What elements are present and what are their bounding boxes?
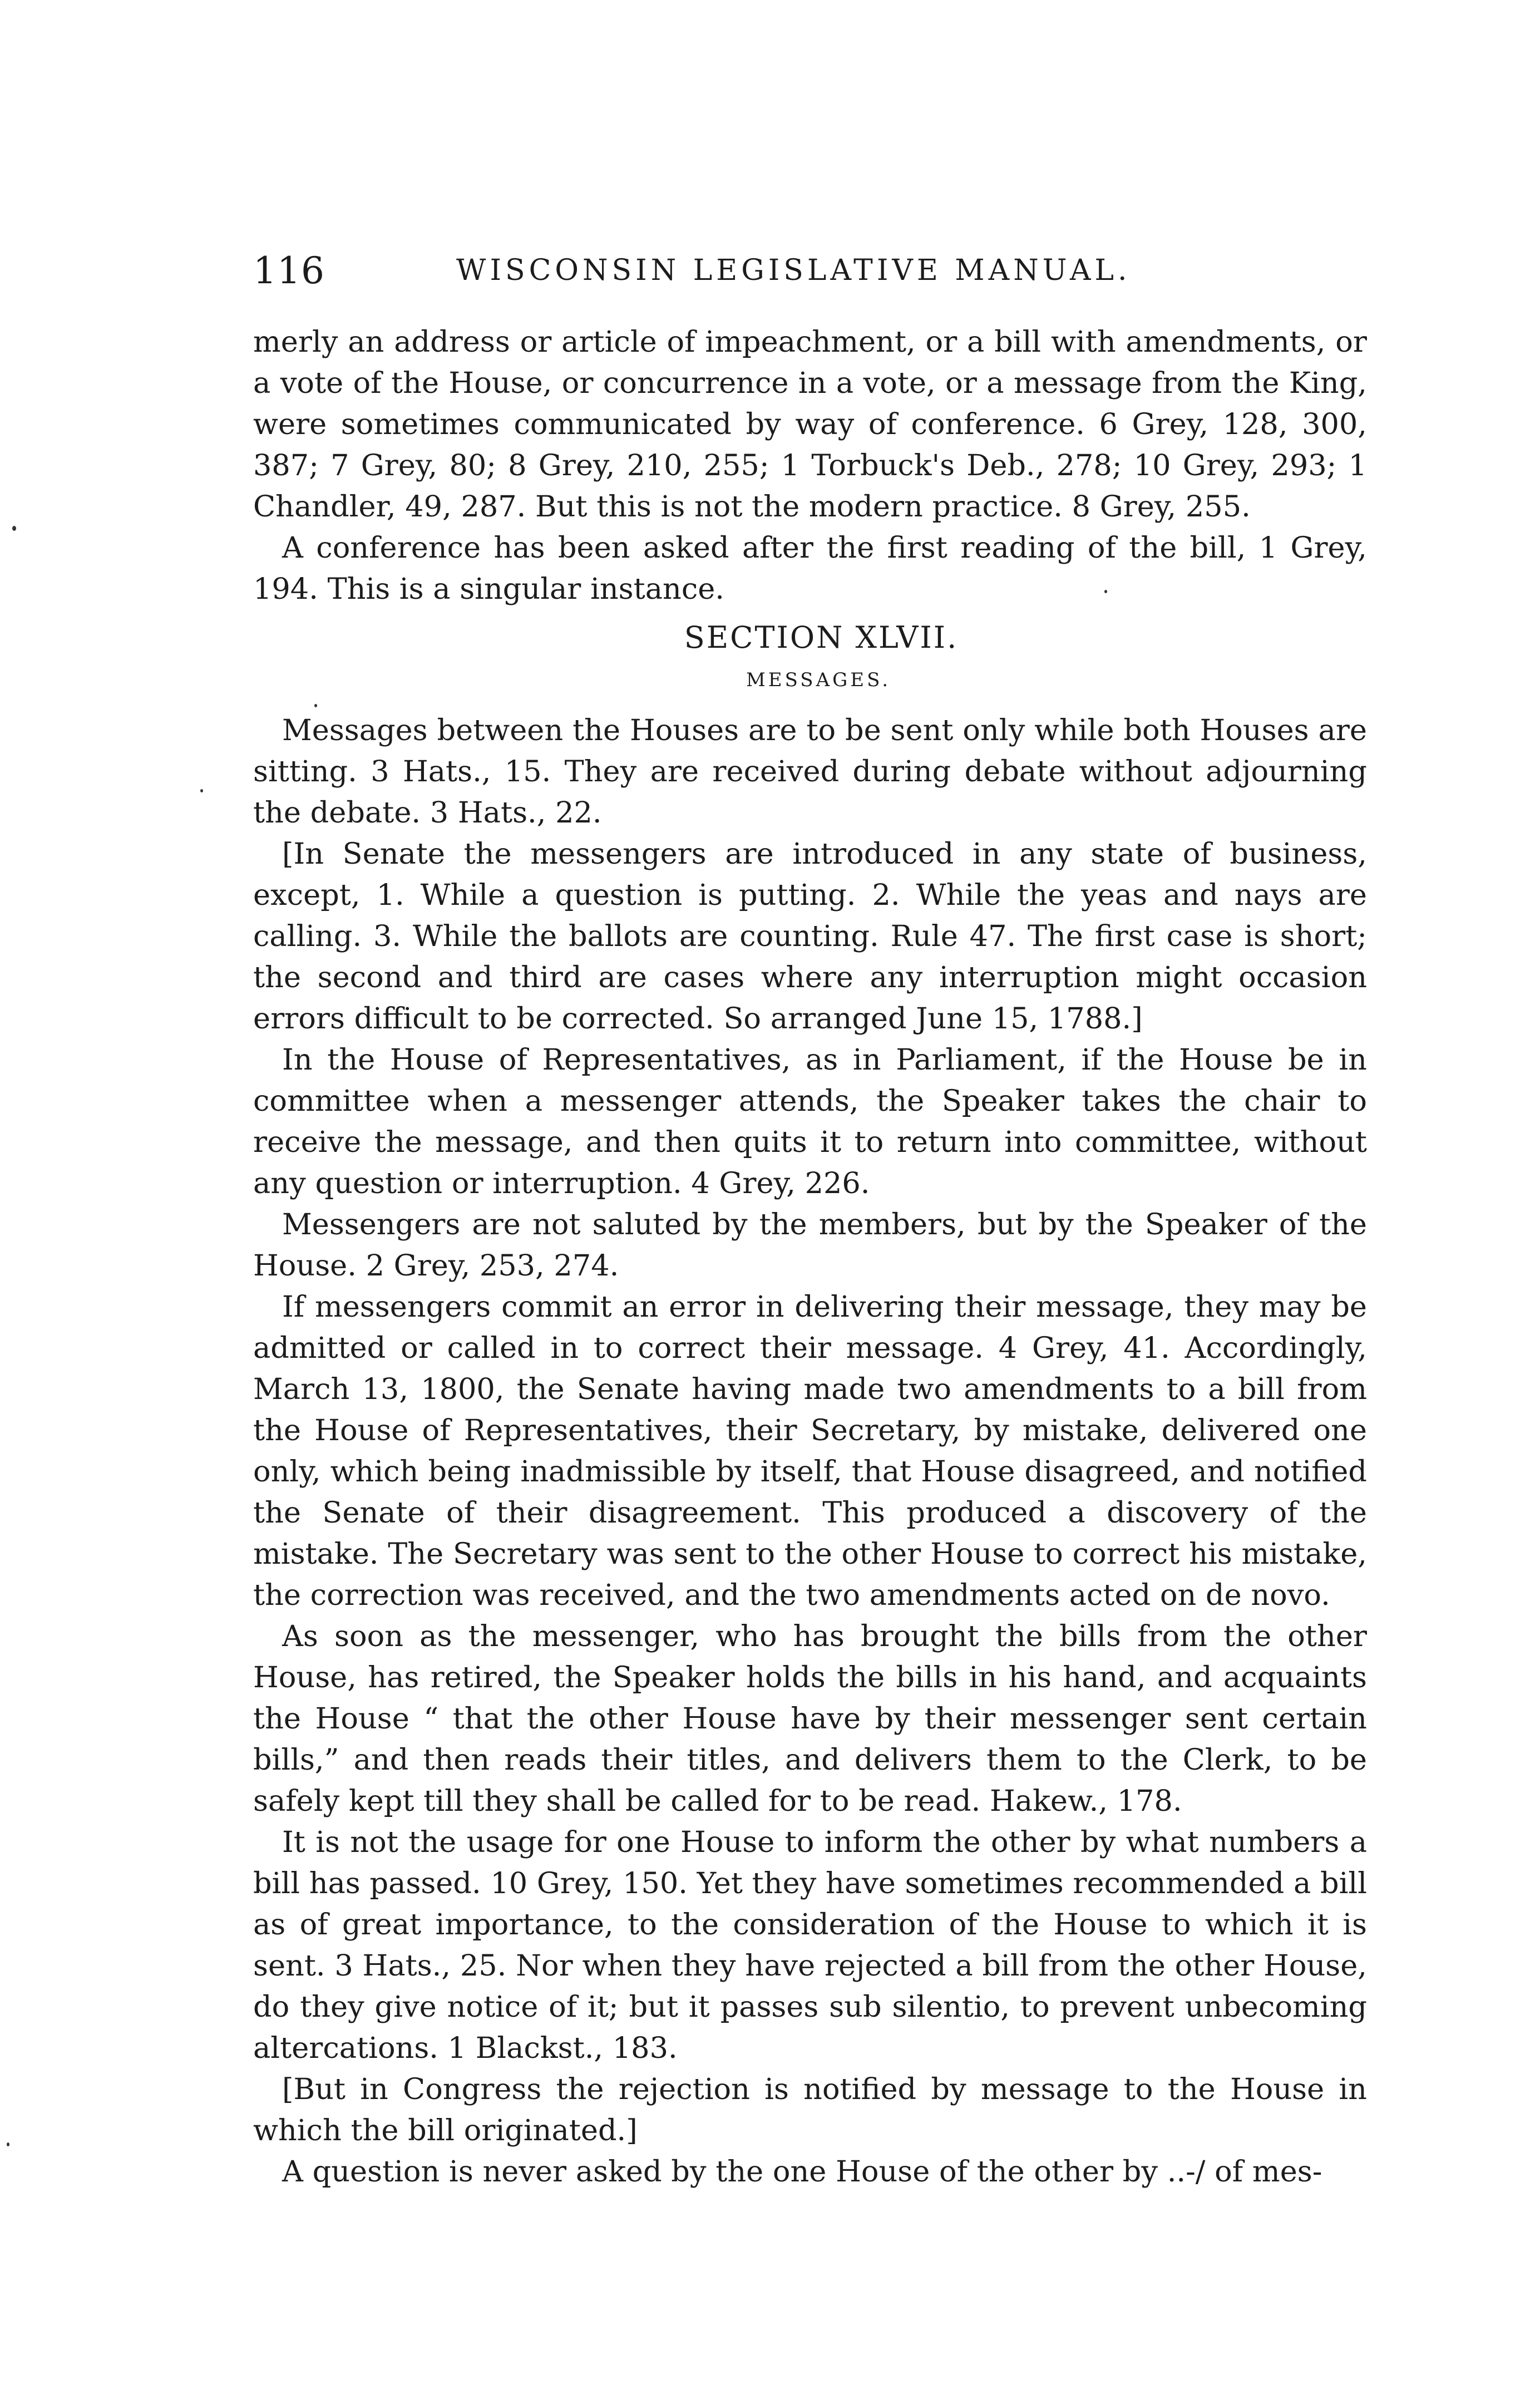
paragraph: A conference has been asked after the first reading of the bill, 1 Grey, 194. This is a singular instance. [253, 531, 1367, 606]
paragraph: Messengers are not saluted by the members, but by the Speaker of the House. 2 Grey, 253, 274. [253, 1208, 1367, 1283]
section-title: SECTION XLVII. [684, 620, 959, 655]
running-title: WISCONSIN LEGISLATIVE MANUAL. [456, 254, 1131, 287]
paragraph: If messengers commit an error in delivering their message, they may be admitted or called in to correct their message. 4 Grey, 41. Accordingly, March 13, 1800, the Senate having made two amendments to a bill from the House of Representatives, their Secretary, by mistake, delivered one only, which being inadmissible by itself, that House disagreed, and notified the Senate of their disagreement. This produced a discovery of the mistake. The Secretary was sent to the other House to correct his mistake, the correction was received, and the two amendments acted on de novo. [253, 1290, 1367, 1612]
paper-speck [314, 704, 317, 707]
paragraph: Messages between the Houses are to be sent only while both Houses are sitting. 3 Hats., 15. They are received during debate without adjourning the debate. 3 Hats., 22. [253, 713, 1367, 830]
paper-speck [12, 526, 16, 531]
paragraph: [In Senate the messengers are introduced in any state of business, except, 1. While a question is putting. 2. While the yeas and nays are calling. 3. While the ballots are counting. Rule 47. The first case is short; the second and third are cases where any interruption might occasion errors difficult to be corrected. So arranged June 15, 1788.] [253, 837, 1367, 1036]
paper-speck [200, 789, 203, 792]
paragraph: [But in Congress the rejection is notified by message to the House in which the bill originated.] [253, 2072, 1367, 2147]
section-subtitle: MESSAGES. [746, 669, 891, 691]
body-text [253, 322, 1367, 2193]
paragraph: It is not the usage for one House to inform the other by what numbers a bill has passed. 10 Grey, 150. Yet they have sometimes recommended a bill as of great importance, to the consideration of the House to which it is sent. 3 Hats., 25. Nor when they have rejected a bill from the other House, do they give notice of it; but it passes sub silentio, to prevent unbecoming altercations. 1 Blackst., 183. [253, 1825, 1367, 2065]
paper-speck [1104, 590, 1107, 593]
paragraph: As soon as the messenger, who has brought the bills from the other House, has retired, the Speaker holds the bills in his hand, and acquaints the House “ that the other House have by their messenger sent certain bills,” and then reads their titles, and delivers them to the Clerk, to be safely kept till they shall be called for to be read. Hakew., 178. [253, 1619, 1367, 1818]
paragraph-truncated: A question is never asked by the one House of the other by ..-/ of mes- [282, 2155, 1322, 2189]
paragraph-continued: merly an address or article of impeachment, or a bill with amendments, or a vote of the House, or concurrence in a vote, or a message from the King, were sometimes communicated by way of conference. 6 Grey, 128, 300, 387; 7 Grey, 80; 8 Grey, 210, 255; 1 Torbuck's Deb., 278; 10 Grey, 293; 1 Chandler, 49, 287. But this is not the modern practice. 8 Grey, 255. [253, 325, 1367, 524]
paper-speck [7, 2142, 9, 2146]
running-head [253, 249, 1166, 294]
paragraph: In the House of Representatives, as in Parliament, if the House be in committee when a messenger attends, the Speaker takes the chair to receive the message, and then quits it to return into committee, without any question or interruption. 4 Grey, 226. [253, 1043, 1367, 1200]
page-number: 116 [253, 249, 325, 292]
